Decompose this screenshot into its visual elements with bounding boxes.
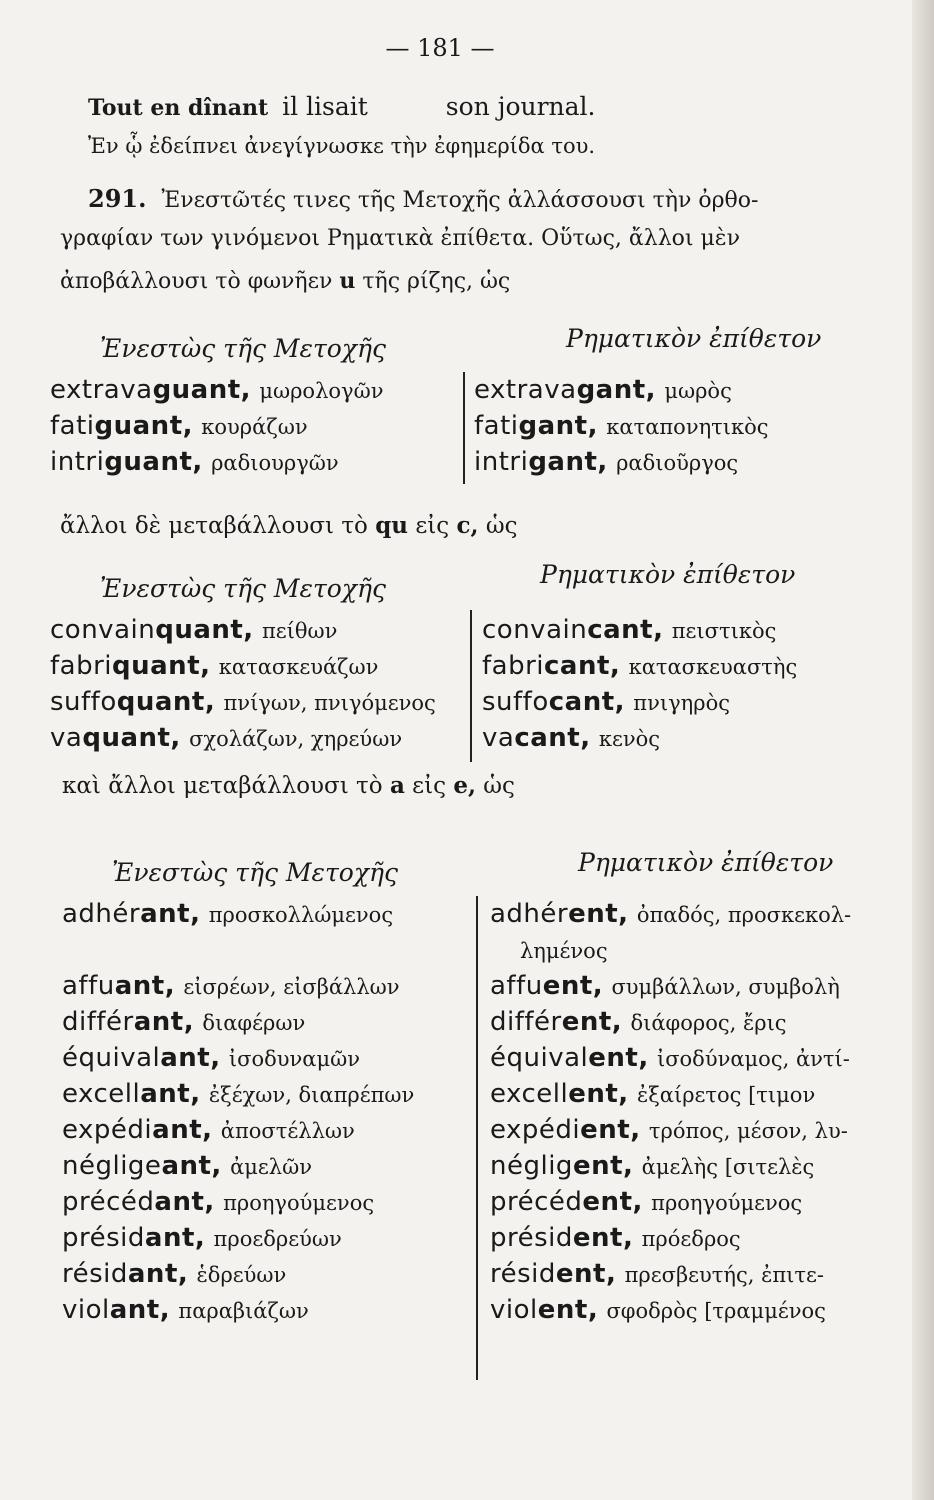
group1-right-row: extravagant, μωρὸς — [474, 375, 732, 405]
group3-right-row: résident, πρεσβευτής, ἐπιτε- — [490, 1259, 824, 1289]
group1-right-column — [474, 372, 769, 480]
group3-right-row: équivalent, ἰσοδύναμος, ἀντί- — [490, 1043, 850, 1073]
group3-right-row: λημένος — [520, 939, 608, 963]
group2-right-row: convaincant, πειστικὸς — [482, 615, 777, 645]
group1-left-row: extravaguant, μωρολογῶν — [50, 375, 384, 405]
group2-left-row: vaquant, σχολάζων, χηρεύων — [50, 723, 403, 753]
group3-divider — [476, 896, 478, 1380]
group3-left-row: violant, παραβιάζων — [62, 1295, 309, 1325]
group3-right-row: adhérent, ὀπαδός, προσκεκολ- — [490, 899, 852, 929]
page-edge-shadow — [912, 0, 934, 1500]
group2-right-column — [482, 612, 797, 756]
group3-right-row: différent, διάφορος, ἔρις — [490, 1007, 787, 1037]
group3-left-row: différant, διαφέρων — [62, 1007, 306, 1037]
group3-right-column — [490, 896, 851, 1328]
group1-divider — [463, 372, 465, 484]
para-291-line-3 — [60, 268, 510, 294]
para-291-text-3a: ἀποβάλλουσι τὸ φωνῆεν — [60, 269, 333, 294]
group3-right-row: précédent, προηγούμενος — [490, 1187, 803, 1217]
para-number: 291. — [88, 184, 147, 213]
group3-left-row: précédant, προηγούμενος — [62, 1187, 375, 1217]
group1-left-row: fatiguant, κουράζων — [50, 411, 308, 441]
group3-right-row: président, πρόεδρος — [490, 1223, 741, 1253]
group3-left-row: négligeant, ἀμελῶν — [62, 1151, 312, 1181]
group3-left-row: équivalant, ἰσοδυναμῶν — [62, 1043, 360, 1073]
para-291-text-1: Ἐνεστῶτές τινες τῆς Μετοχῆς ἀλλάσσουσι τὴν ὀρθο- — [161, 188, 759, 213]
group2-left-row: convainquant, πείθων — [50, 615, 338, 645]
group3-right-row: expédient, τρόπος, μέσον, λυ- — [490, 1115, 848, 1145]
group2-right-row: suffocant, πνιγηρὸς — [482, 687, 730, 717]
group3-left-row: expédiant, ἀποστέλλων — [62, 1115, 355, 1145]
group2-divider — [470, 610, 472, 762]
group1-left-row: intriguant, ραδιουργῶν — [50, 447, 339, 477]
group3-left-row: excellant, ἐξέχων, διαπρέπων — [62, 1079, 415, 1109]
group3-left-row: adhérant, προσκολλώμενος — [62, 899, 394, 929]
group1-right-row: intrigant, ραδιοῦργος — [474, 447, 739, 477]
intro-fr-a: Tout en dînant — [88, 95, 269, 121]
group3-right-row: violent, σφοδρὸς [τραμμένος — [490, 1295, 826, 1325]
intro-fr-c: son journal. — [445, 92, 596, 121]
group2-left-column — [50, 612, 436, 756]
mid-line-2: καὶ ἄλλοι μεταβάλλουσι τὸ a εἰς e, ὡς — [62, 772, 515, 799]
group2-left-row: suffoquant, πνίγων, πνιγόμενος — [50, 687, 436, 717]
group1-header-right: Ρηματικὸν ἐπίθετον — [566, 324, 822, 353]
group2-right-row: vacant, κενὸς — [482, 723, 661, 753]
mid-line-1: ἄλλοι δὲ μεταβάλλουσι τὸ qu εἰς c, ὡς — [60, 512, 518, 539]
group1-header-left: Ἐνεστὼς τῆς Μετοχῆς — [100, 334, 386, 363]
group3-header-right: Ρηματικὸν ἐπίθετον — [578, 848, 834, 877]
group2-left-row: fabriquant, κατασκευάζων — [50, 651, 379, 681]
group3-header-left: Ἐνεστὼς τῆς Μετοχῆς — [112, 858, 398, 887]
group3-left-row — [62, 932, 414, 968]
intro-fr-b: il lisait — [282, 92, 368, 121]
group3-left-column — [62, 896, 414, 1328]
group3-right-row: négligent, ἀμελὴς [σιτελὲς — [490, 1151, 815, 1181]
intro-french-line — [88, 92, 596, 121]
group2-header-left: Ἐνεστὼς τῆς Μετοχῆς — [100, 574, 386, 603]
group3-left-row: affuant, εἰσρέων, εἰσβάλλων — [62, 971, 400, 1001]
group3-left-row: présidant, προεδρεύων — [62, 1223, 342, 1253]
group3-right-row: excellent, ἐξαίρετος [τιμον — [490, 1079, 816, 1109]
group3-left-row: résidant, ἑδρεύων — [62, 1259, 287, 1289]
intro-greek-line: Ἐν ᾧ ἐδείπνει ἀνεγίγνωσκε τὴν ἐφημερίδα του. — [88, 134, 596, 158]
para-291-vowel: u — [339, 268, 356, 294]
group2-right-row: fabricant, κατασκευαστὴς — [482, 651, 798, 681]
group3-right-row: affuent, συμβάλλων, συμβολὴ — [490, 971, 840, 1001]
group1-right-row: fatigant, καταπονητικὸς — [474, 411, 769, 441]
group2-header-right: Ρηματικὸν ἐπίθετον — [540, 560, 796, 589]
para-291-line-1 — [88, 184, 758, 213]
para-291-line-2: γραφίαν των γινόμενοι Ρηματικὰ ἐπίθετα. Οὕτως, ἄλλοι μὲν — [60, 226, 740, 251]
para-291-text-3c: τῆς ρίζης, ὡς — [362, 269, 511, 294]
page-number: — 181 — — [385, 34, 495, 62]
group1-left-column — [50, 372, 383, 480]
